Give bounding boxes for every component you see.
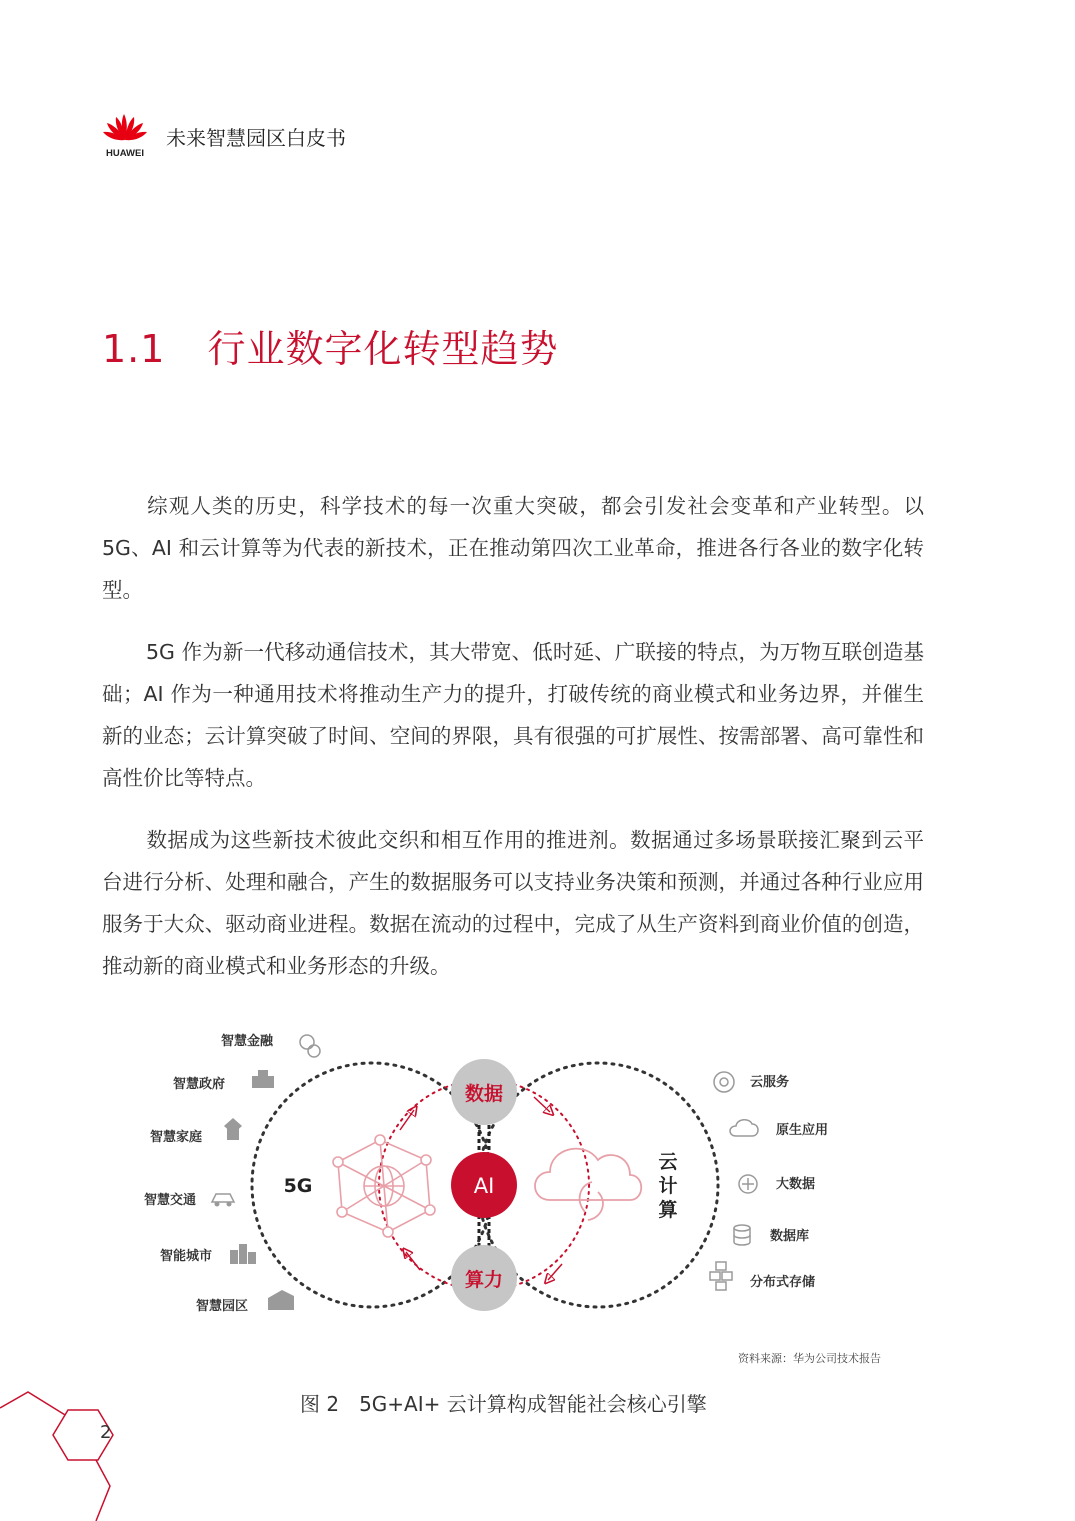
paragraph-2: 5G 作为新一代移动通信技术，其大带宽、低时延、广联接的特点，为万物互联创造基础；AI 作为一种通用技术将推动生产力的提升，打破传统的商业模式和业务边界，并催生新的业态；云计算突破了时间、空间的界限，具有很强的可扩展性、按需部署、高可靠性和高性价比等特点。 [102,640,924,790]
arrow-lower-left [406,1252,420,1270]
city-icon [230,1244,256,1264]
database-icon [734,1225,750,1245]
left-item-finance: 智慧金融 [220,1034,273,1049]
label-5g: 5G [283,1175,313,1197]
car-icon [212,1194,234,1207]
svg-text:计: 计 [658,1175,678,1197]
left-item-city: 智能城市 [159,1249,212,1264]
left-item-home: 智慧家庭 [149,1130,202,1145]
right-item-big-data: 大数据 [776,1177,816,1192]
big-data-icon [739,1175,757,1193]
right-item-cloud-service: 云服务 [750,1075,790,1090]
native-app-icon [730,1120,758,1136]
section-heading [102,318,558,373]
svg-text:数据: 数据 [464,1083,504,1105]
right-item-database: 数据库 [770,1229,810,1244]
svg-text:AI: AI [473,1174,495,1198]
huawei-logo [100,110,150,160]
left-item-park: 智慧园区 [195,1299,248,1314]
paragraph-1: 综观人类的历史，科学技术的每一次重大突破，都会引发社会变革和产业转型。以 5G、AI 和云计算等为代表的新技术，正在推动第四次工业革命，推进各行各业的数字化转型。 [102,494,924,602]
cloud-service-icon [714,1072,734,1092]
government-icon [252,1070,274,1088]
svg-text:算力: 算力 [464,1269,504,1291]
home-icon [224,1118,242,1140]
figure-caption: 图 2 5G+AI+ 云计算构成智能社会核心引擎 [300,1392,707,1416]
right-item-distributed-storage: 分布式存储 [750,1275,816,1290]
left-item-government: 智慧政府 [172,1077,225,1092]
arrow-upper-right [534,1097,550,1112]
label-cloud-computing [658,1151,677,1221]
section-number: 1.1 [102,327,166,371]
svg-text:算: 算 [658,1199,678,1221]
page-number-hexagon [0,1380,140,1521]
storage-icon [710,1262,732,1290]
engine-diagram [130,1020,910,1360]
right-item-native-app: 原生应用 [776,1123,829,1138]
finance-icon [300,1035,320,1057]
page-number: 2 [100,1422,112,1443]
section-title: 行业数字化转型趋势 [207,327,559,371]
svg-text:HUAWEI: HUAWEI [106,148,144,159]
document-title: 未来智慧园区白皮书 [166,126,346,150]
paragraph-3: 数据成为这些新技术彼此交织和相互作用的推进剂。数据通过多场景联接汇聚到云平台进行分析、处理和融合，产生的数据服务可以支持业务决策和预测，并通过各种行业应用服务于大众、驱动商业进程。数据在流动的过程中，完成了从生产资料到商业价值的创造，推动新的商业模式和业务形态的升级。 [102,828,924,978]
svg-text:云: 云 [658,1151,678,1173]
figure-source: 资料来源：华为公司技术报告 [738,1352,881,1365]
cloud-sync-icon [535,1149,641,1220]
left-item-transport: 智慧交通 [143,1193,196,1208]
park-icon [268,1290,294,1310]
